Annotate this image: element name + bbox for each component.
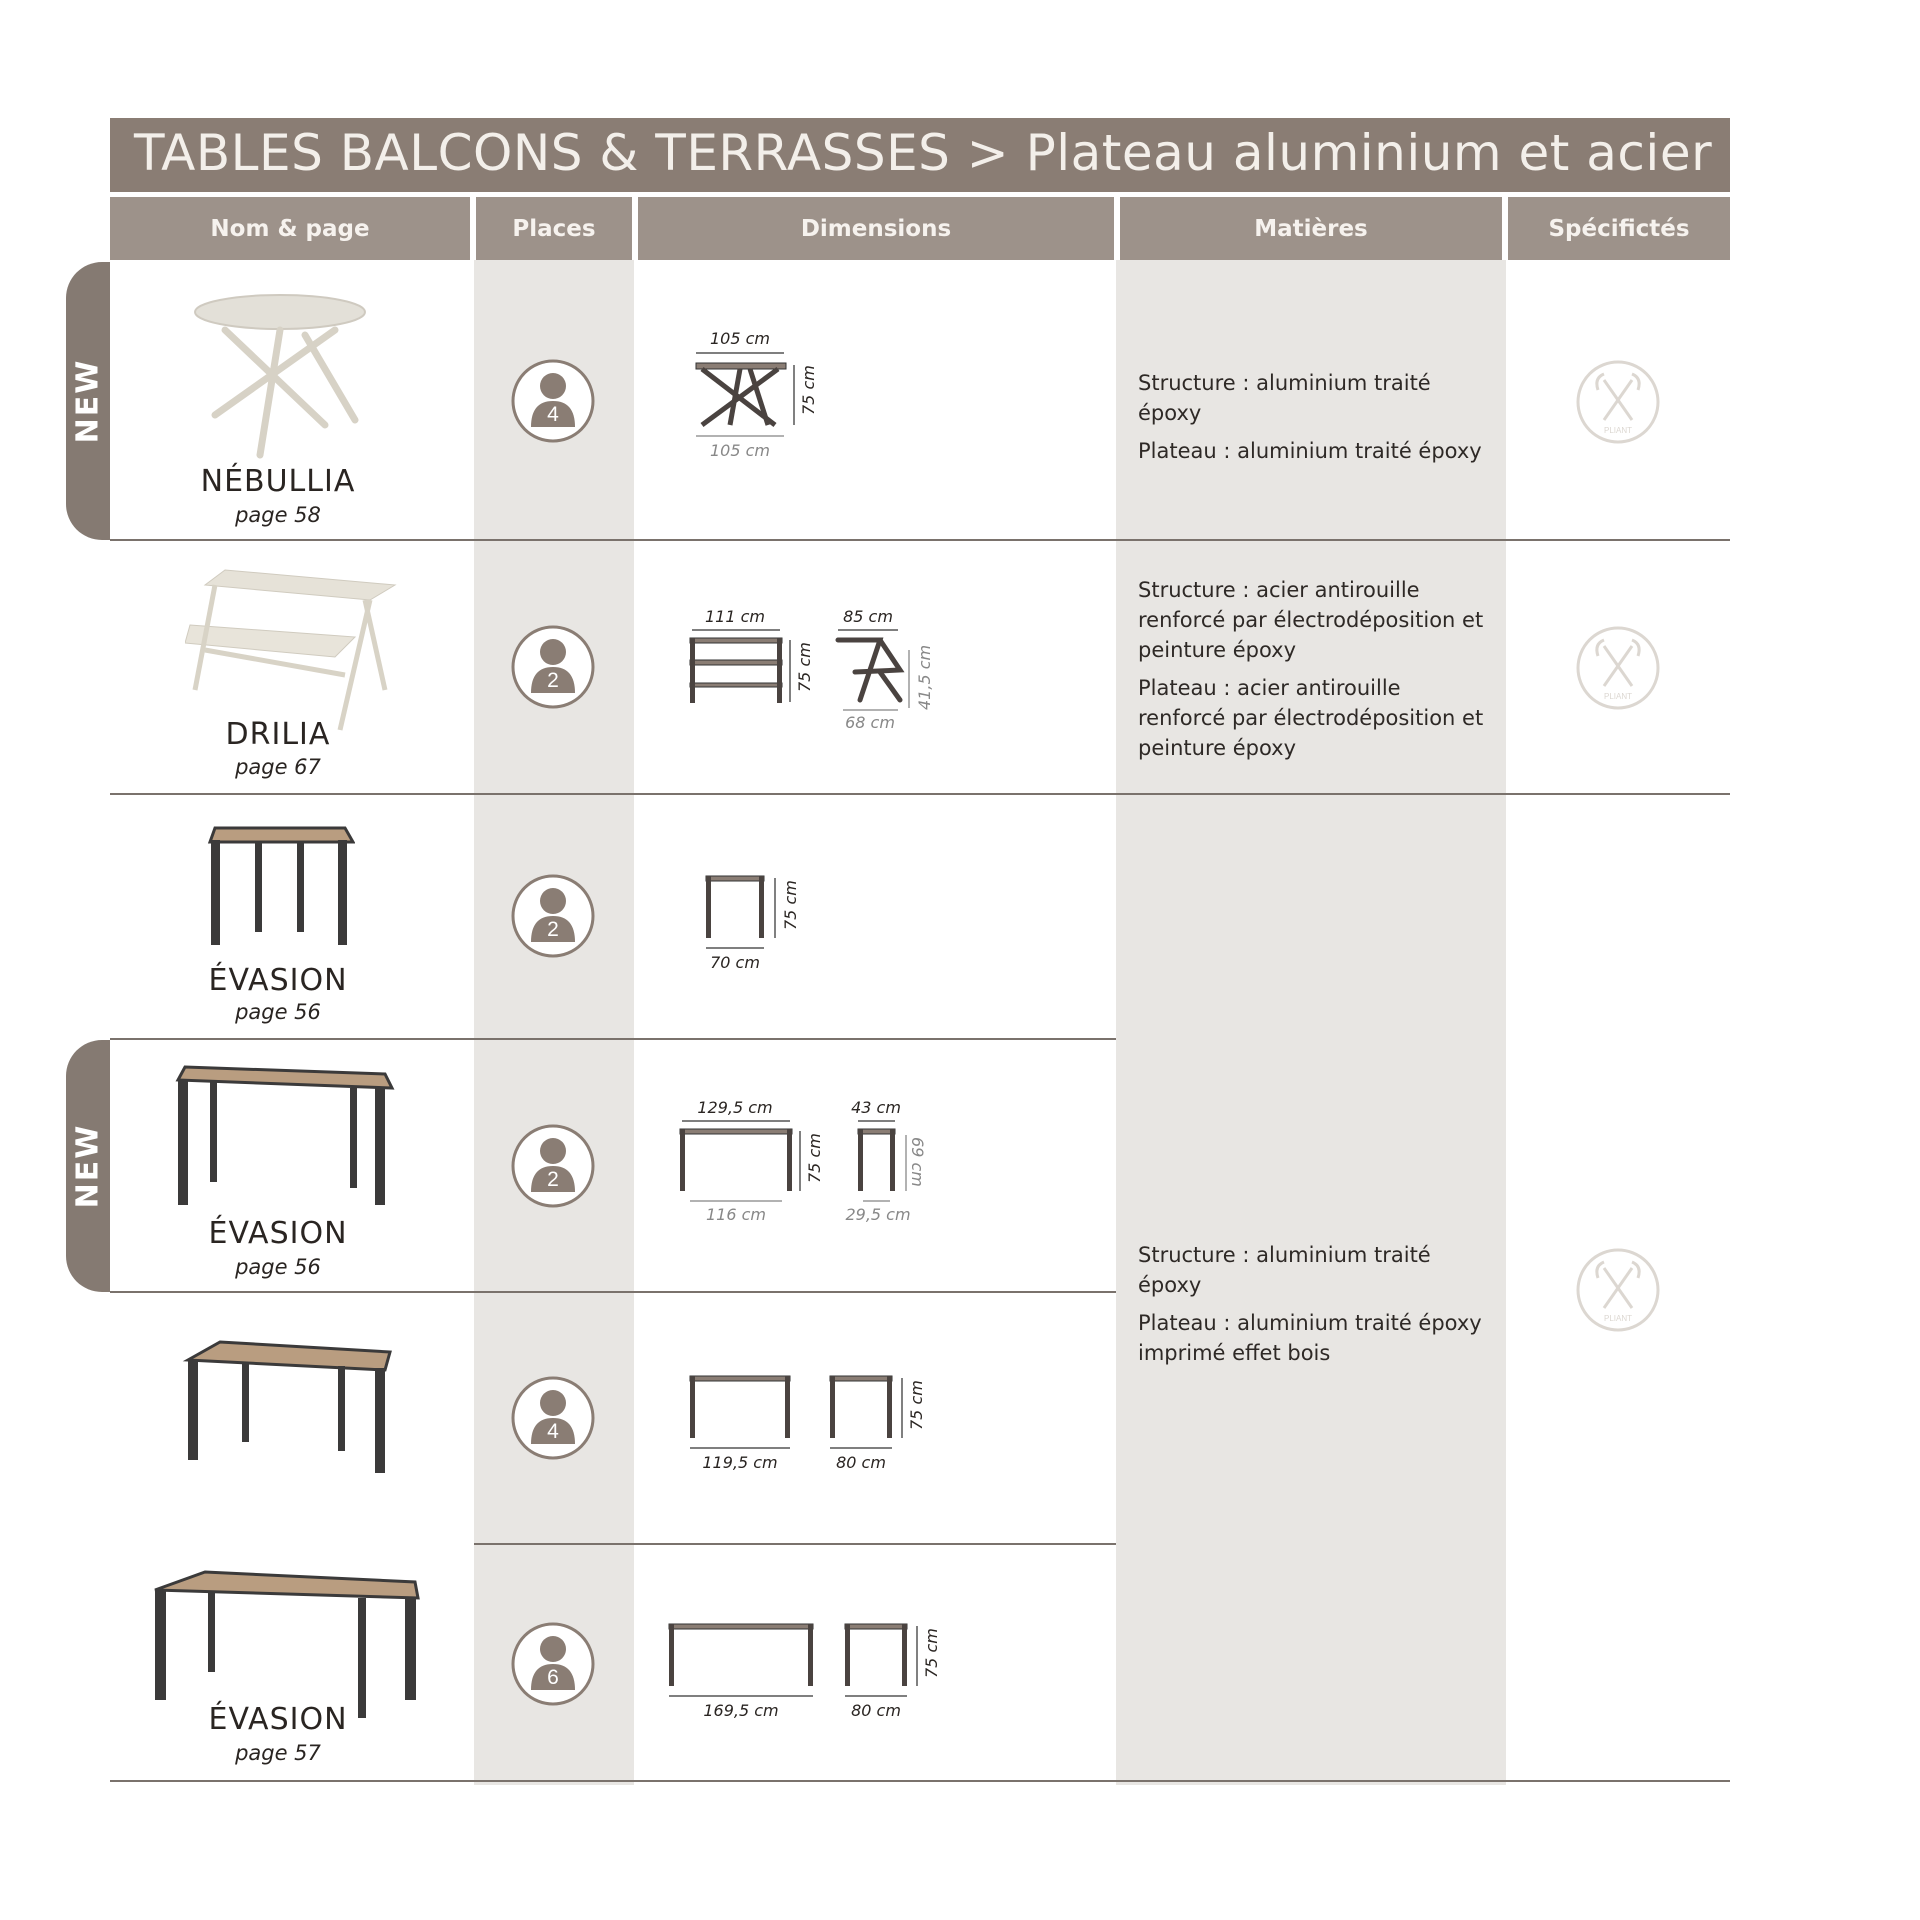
evasion-medium-table-image: [180, 1340, 395, 1490]
dimension-drawing: [665, 1618, 955, 1728]
svg-text:129,5 cm: 129,5 cm: [697, 1098, 773, 1117]
row-divider: [474, 1543, 1116, 1545]
svg-text:75 cm: 75 cm: [781, 880, 800, 930]
materials-evasion: Structure : aluminium traité époxy Plateau : aluminium traité époxy imprimé effet bois: [1138, 1243, 1482, 1365]
header-name-page: Nom & page: [110, 197, 470, 260]
product-name: ÉVASION: [208, 1216, 348, 1251]
folding-icon: PLIANT: [1576, 360, 1660, 444]
dimension-drawing: [670, 1095, 940, 1235]
row-divider: [110, 1038, 1116, 1040]
header-specificities: Spécifictés: [1508, 197, 1730, 260]
header-places: Places: [476, 197, 632, 260]
svg-text:68 cm: 68 cm: [845, 713, 895, 732]
folding-icon: PLIANT: [1576, 626, 1660, 710]
product-name: ÉVASION: [208, 1702, 348, 1737]
product-page: page 58: [235, 503, 321, 527]
dimension-drawing: [690, 870, 830, 980]
seats-icon: 2: [511, 625, 595, 709]
svg-text:80 cm: 80 cm: [836, 1453, 886, 1472]
header-dimensions: Dimensions: [638, 197, 1114, 260]
new-badge: NEW: [66, 1040, 110, 1292]
product-page: page 56: [235, 1000, 321, 1024]
svg-text:70 cm: 70 cm: [710, 953, 760, 972]
svg-text:69 cm: 69 cm: [908, 1137, 927, 1187]
dimension-drawing: [680, 600, 940, 740]
svg-text:75 cm: 75 cm: [799, 365, 818, 415]
seats-icon: 2: [511, 1124, 595, 1208]
dimension-drawing: [680, 325, 830, 460]
folding-icon: PLIANT: [1576, 1248, 1660, 1332]
evasion-high-table-image: [170, 1062, 395, 1222]
svg-text:85 cm: 85 cm: [843, 607, 893, 626]
materials-drilia: Structure : acier antirouille renforcé par électrodéposition et peinture époxy Plateau : acier antirouille renforcé par électrodéposition et peinture époxy: [1138, 578, 1484, 760]
product-name: DRILIA: [225, 717, 331, 752]
row-divider: [110, 1291, 1116, 1293]
product-name: NÉBULLIA: [200, 464, 356, 499]
seats-icon: 6: [511, 1622, 595, 1706]
nebullia-table-image: [185, 290, 375, 465]
row-divider: [110, 793, 1730, 795]
svg-text:75 cm: 75 cm: [795, 642, 814, 692]
new-badge: NEW: [66, 262, 110, 540]
evasion-small-table-image: [205, 820, 355, 960]
seats-icon: 4: [511, 359, 595, 443]
materials-column-bg: [1116, 260, 1506, 1785]
row-divider: [110, 539, 1730, 541]
drilia-bench-table-image: [185, 565, 400, 735]
evasion-large-table-image: [150, 1570, 425, 1720]
svg-text:105 cm: 105 cm: [709, 329, 771, 348]
svg-text:75 cm: 75 cm: [907, 1380, 926, 1430]
product-page: page 56: [235, 1255, 321, 1279]
product-page: page 67: [235, 755, 321, 779]
svg-text:119,5 cm: 119,5 cm: [702, 1453, 778, 1472]
places-column-bg: [474, 260, 634, 1785]
svg-text:75 cm: 75 cm: [805, 1133, 824, 1183]
svg-text:75 cm: 75 cm: [922, 1628, 941, 1678]
svg-text:41,5 cm: 41,5 cm: [915, 644, 934, 710]
header-materials: Matières: [1120, 197, 1502, 260]
materials-nebullia: Structure : aluminium traité époxy Plateau : aluminium traité époxy: [1138, 371, 1482, 463]
seats-icon: 2: [511, 874, 595, 958]
svg-text:116 cm: 116 cm: [705, 1205, 767, 1224]
svg-text:43 cm: 43 cm: [851, 1098, 901, 1117]
svg-text:111 cm: 111 cm: [704, 607, 766, 626]
product-page: page 57: [235, 1741, 321, 1765]
row-divider: [110, 1780, 1730, 1782]
svg-text:80 cm: 80 cm: [851, 1701, 901, 1720]
svg-text:29,5 cm: 29,5 cm: [845, 1205, 911, 1224]
seats-icon: 4: [511, 1376, 595, 1460]
dimension-drawing: [680, 1370, 950, 1480]
page-title: TABLES BALCONS & TERRASSES > Plateau aluminium et acier: [134, 124, 1713, 182]
svg-text:169,5 cm: 169,5 cm: [703, 1701, 779, 1720]
svg-text:105 cm: 105 cm: [709, 441, 771, 460]
product-name: ÉVASION: [208, 963, 348, 998]
